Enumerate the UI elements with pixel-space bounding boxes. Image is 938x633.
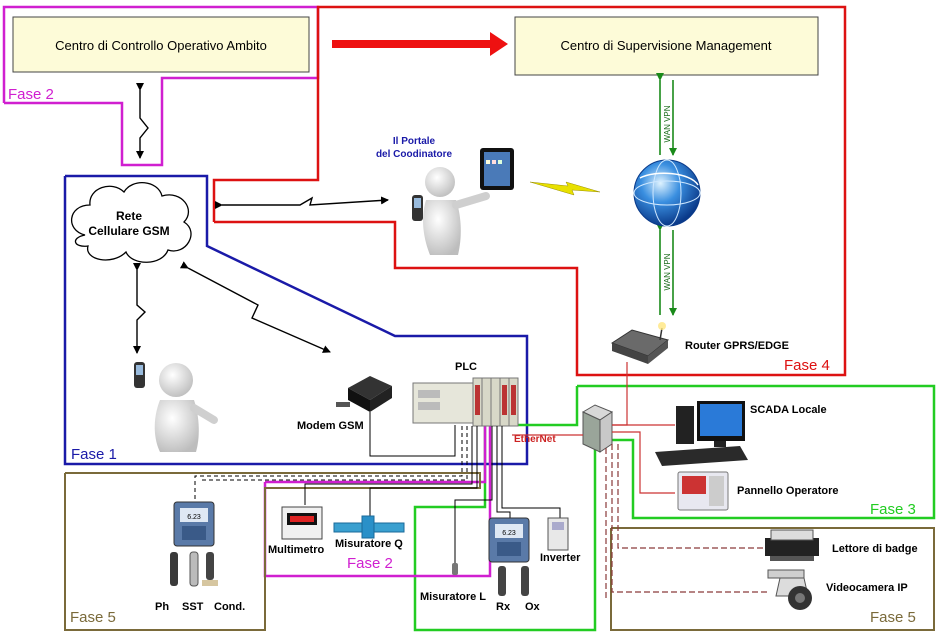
flowmeter-q-icon xyxy=(334,516,404,538)
inverter-label: Inverter xyxy=(540,552,581,564)
fase2-bottom-label: Fase 2 xyxy=(347,555,393,572)
portal-label-line2: del Coodinatore xyxy=(375,149,453,160)
plc-rack-icon xyxy=(413,378,518,426)
scada-label: SCADA Locale xyxy=(750,404,827,416)
level-meter-icon xyxy=(452,512,458,575)
misuratore-l-label: Misuratore L xyxy=(420,591,487,603)
ops-gsm-link xyxy=(140,90,148,158)
fase5-left-label: Fase 5 xyxy=(70,609,116,626)
operator-panel-icon xyxy=(678,472,728,510)
wan-top-label: WAN VPN xyxy=(663,105,672,143)
probe-cond-icon xyxy=(202,552,218,586)
multimeter-icon xyxy=(282,507,322,539)
ops-center-label: Centro di Controllo Operativo Ambito xyxy=(55,38,267,53)
analyzer-left-icon xyxy=(174,502,214,546)
analyzer-left-reading: 6.23 xyxy=(187,514,201,521)
gsm-modem-icon xyxy=(336,376,392,412)
panel-label: Pannello Operatore xyxy=(737,485,839,497)
fase4-label: Fase 4 xyxy=(784,357,830,374)
scada-computer-icon xyxy=(655,401,748,466)
fase1-label: Fase 1 xyxy=(71,446,117,463)
internet-globe-icon xyxy=(634,160,700,226)
inverter-icon xyxy=(548,518,568,550)
ox-label: Ox xyxy=(525,601,540,613)
rx-label: Rx xyxy=(496,601,511,613)
ethernet-label: EtherNet xyxy=(514,434,556,445)
gsm-modem-link xyxy=(188,268,330,352)
probe-ph-icon xyxy=(170,552,178,586)
camera-label: Videocamera IP xyxy=(826,582,908,594)
modem-label: Modem GSM xyxy=(297,420,364,432)
gsm-label-line1: Rete xyxy=(115,209,143,223)
router-label: Router GPRS/EDGE xyxy=(685,340,789,352)
sst-label: SST xyxy=(182,601,204,613)
tablet-icon xyxy=(480,148,514,190)
wireless-bolt-icon xyxy=(530,182,600,195)
portal-label-line1: Il Portale xyxy=(392,136,436,147)
wan-bottom-label: WAN VPN xyxy=(663,253,672,291)
gsm-user-link xyxy=(137,270,145,353)
fase5-right-label: Fase 5 xyxy=(870,609,916,626)
plc-label: PLC xyxy=(455,361,477,373)
multimetro-label: Multimetro xyxy=(268,544,325,556)
fase2-top-label: Fase 2 xyxy=(8,86,54,103)
analyzer-right-reading: 6.23 xyxy=(502,530,516,537)
probe-rx-icon xyxy=(498,566,506,596)
gsm-portal-link xyxy=(222,198,388,205)
supervision-label: Centro di Supervisione Management xyxy=(560,38,772,53)
badge-reader-icon xyxy=(765,530,819,561)
misuratore-q-label: Misuratore Q xyxy=(335,538,403,550)
probe-sst-icon xyxy=(190,552,198,586)
probe-ox-icon xyxy=(521,566,529,596)
ip-camera-icon xyxy=(768,570,812,610)
ethernet-switch-icon xyxy=(583,405,612,452)
fase3-label: Fase 3 xyxy=(870,501,916,518)
ph-label: Ph xyxy=(155,601,170,613)
badge-label: Lettore di badge xyxy=(832,543,918,555)
router-icon xyxy=(612,322,668,364)
red-arrow xyxy=(332,32,508,56)
coordinator-person-icon xyxy=(412,167,486,255)
mobile-user-icon xyxy=(134,362,214,452)
gsm-label-line2: Cellulare GSM xyxy=(88,224,170,238)
cond-label: Cond. xyxy=(214,601,246,613)
analyzer-right-icon xyxy=(489,518,529,562)
